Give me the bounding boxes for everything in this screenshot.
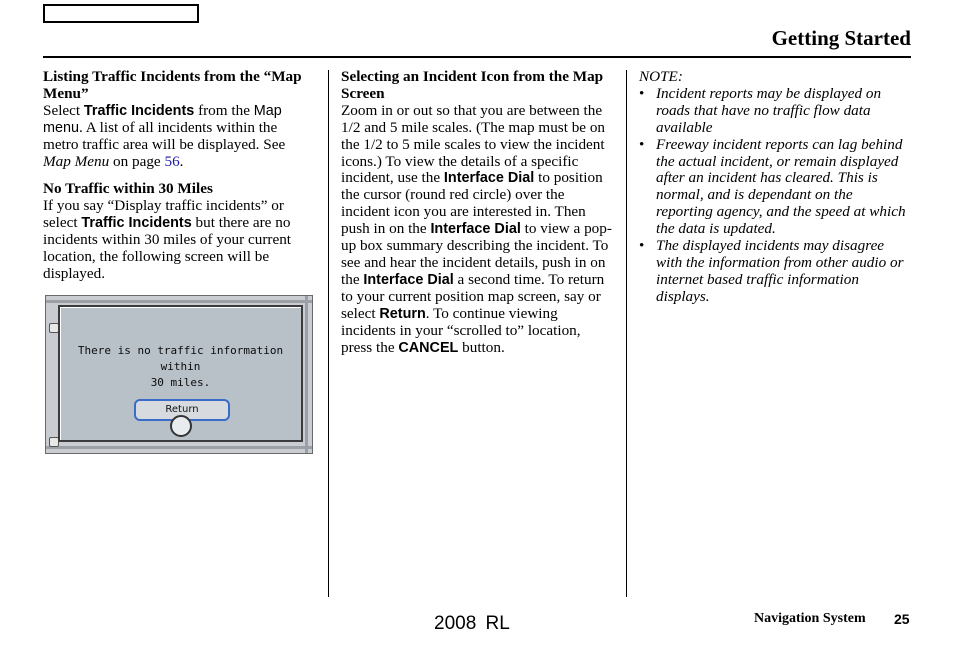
term-interface-dial-2: Interface Dial <box>430 221 521 238</box>
section-heading-no-traffic: No Traffic within 30 Miles <box>43 180 213 198</box>
note-list <box>639 86 911 306</box>
dialog-message: There is no traffic information within 30 miles. <box>77 344 284 389</box>
term-traffic-incidents: Traffic Incidents <box>83 102 195 119</box>
section-heading-map-menu: Listing Traffic Incidents from the “Map Menu” <box>43 68 302 102</box>
footer-section-name: Navigation System <box>754 611 866 626</box>
term-interface-dial: Interface Dial <box>443 170 535 187</box>
column-3 <box>639 69 911 306</box>
info-dialog <box>58 305 303 442</box>
term-cancel: CANCEL <box>398 339 459 356</box>
paragraph-no-traffic: If you say “Display traffic incidents” or select Traffic Incidents but there are no incidents within 30 miles of your current location, the following screen will be displayed. <box>43 197 292 282</box>
term-map-menu: Map menu <box>43 102 282 136</box>
note-item: • The displayed incidents may disagree with the information from other audio or internet based traffic information displays. <box>639 238 911 306</box>
paragraph-map-menu: Select Traffic Incidents from the Map menu. A list of all incidents within the metro traffic area will be displayed. See Map Menu on page 56. <box>43 101 286 170</box>
page-number: 25 <box>894 611 910 627</box>
column-1 <box>43 69 315 283</box>
column-divider-2 <box>626 70 627 597</box>
footer-model: 2008 RL <box>434 613 510 634</box>
page-title: Getting Started <box>771 26 911 50</box>
term-traffic-incidents-2: Traffic Incidents <box>81 215 192 232</box>
page-link-56[interactable]: 56 <box>164 152 180 170</box>
note-title: NOTE: <box>639 68 683 85</box>
term-interface-dial-3: Interface Dial <box>363 271 454 288</box>
cursor-circle-icon <box>170 415 192 437</box>
return-button[interactable]: Return <box>134 399 230 421</box>
section-heading-incident-icon: Selecting an Incident Icon from the Map Screen <box>341 68 604 102</box>
column-2 <box>341 69 613 356</box>
note-item: • Freeway incident reports can lag behind the actual incident, or remain displayed after an incident has cleared. This is normal, and is dependant on the reporting agency, and the speed at which the data is updated. <box>639 137 911 238</box>
column-divider-1 <box>328 70 329 597</box>
top-tab-box <box>43 4 199 23</box>
header-rule <box>43 56 911 58</box>
term-return: Return <box>379 305 426 322</box>
paragraph-incident-icon: Zoom in or out so that you are between the 1/2 and 5 mile scales. (The map must be on the 1/2 to 5 mile scales to view the incident icons.) To view the details of a specific incident, use the Interface Dial to position the cursor (round red circle) over the incident icon you are interested in. Then push in on the Interface Dial to view a pop-up box summary describing the incident. To see and hear the incident details, push in on the Interface Dial a second time. To return to your current position map screen, say or select Return. To continue viewing incidents in your “scrolled to” location, press the CANCEL button. <box>341 101 612 356</box>
nav-screen-figure <box>45 295 313 454</box>
note-item: • Incident reports may be displayed on roads that have no traffic flow data available <box>639 86 911 137</box>
